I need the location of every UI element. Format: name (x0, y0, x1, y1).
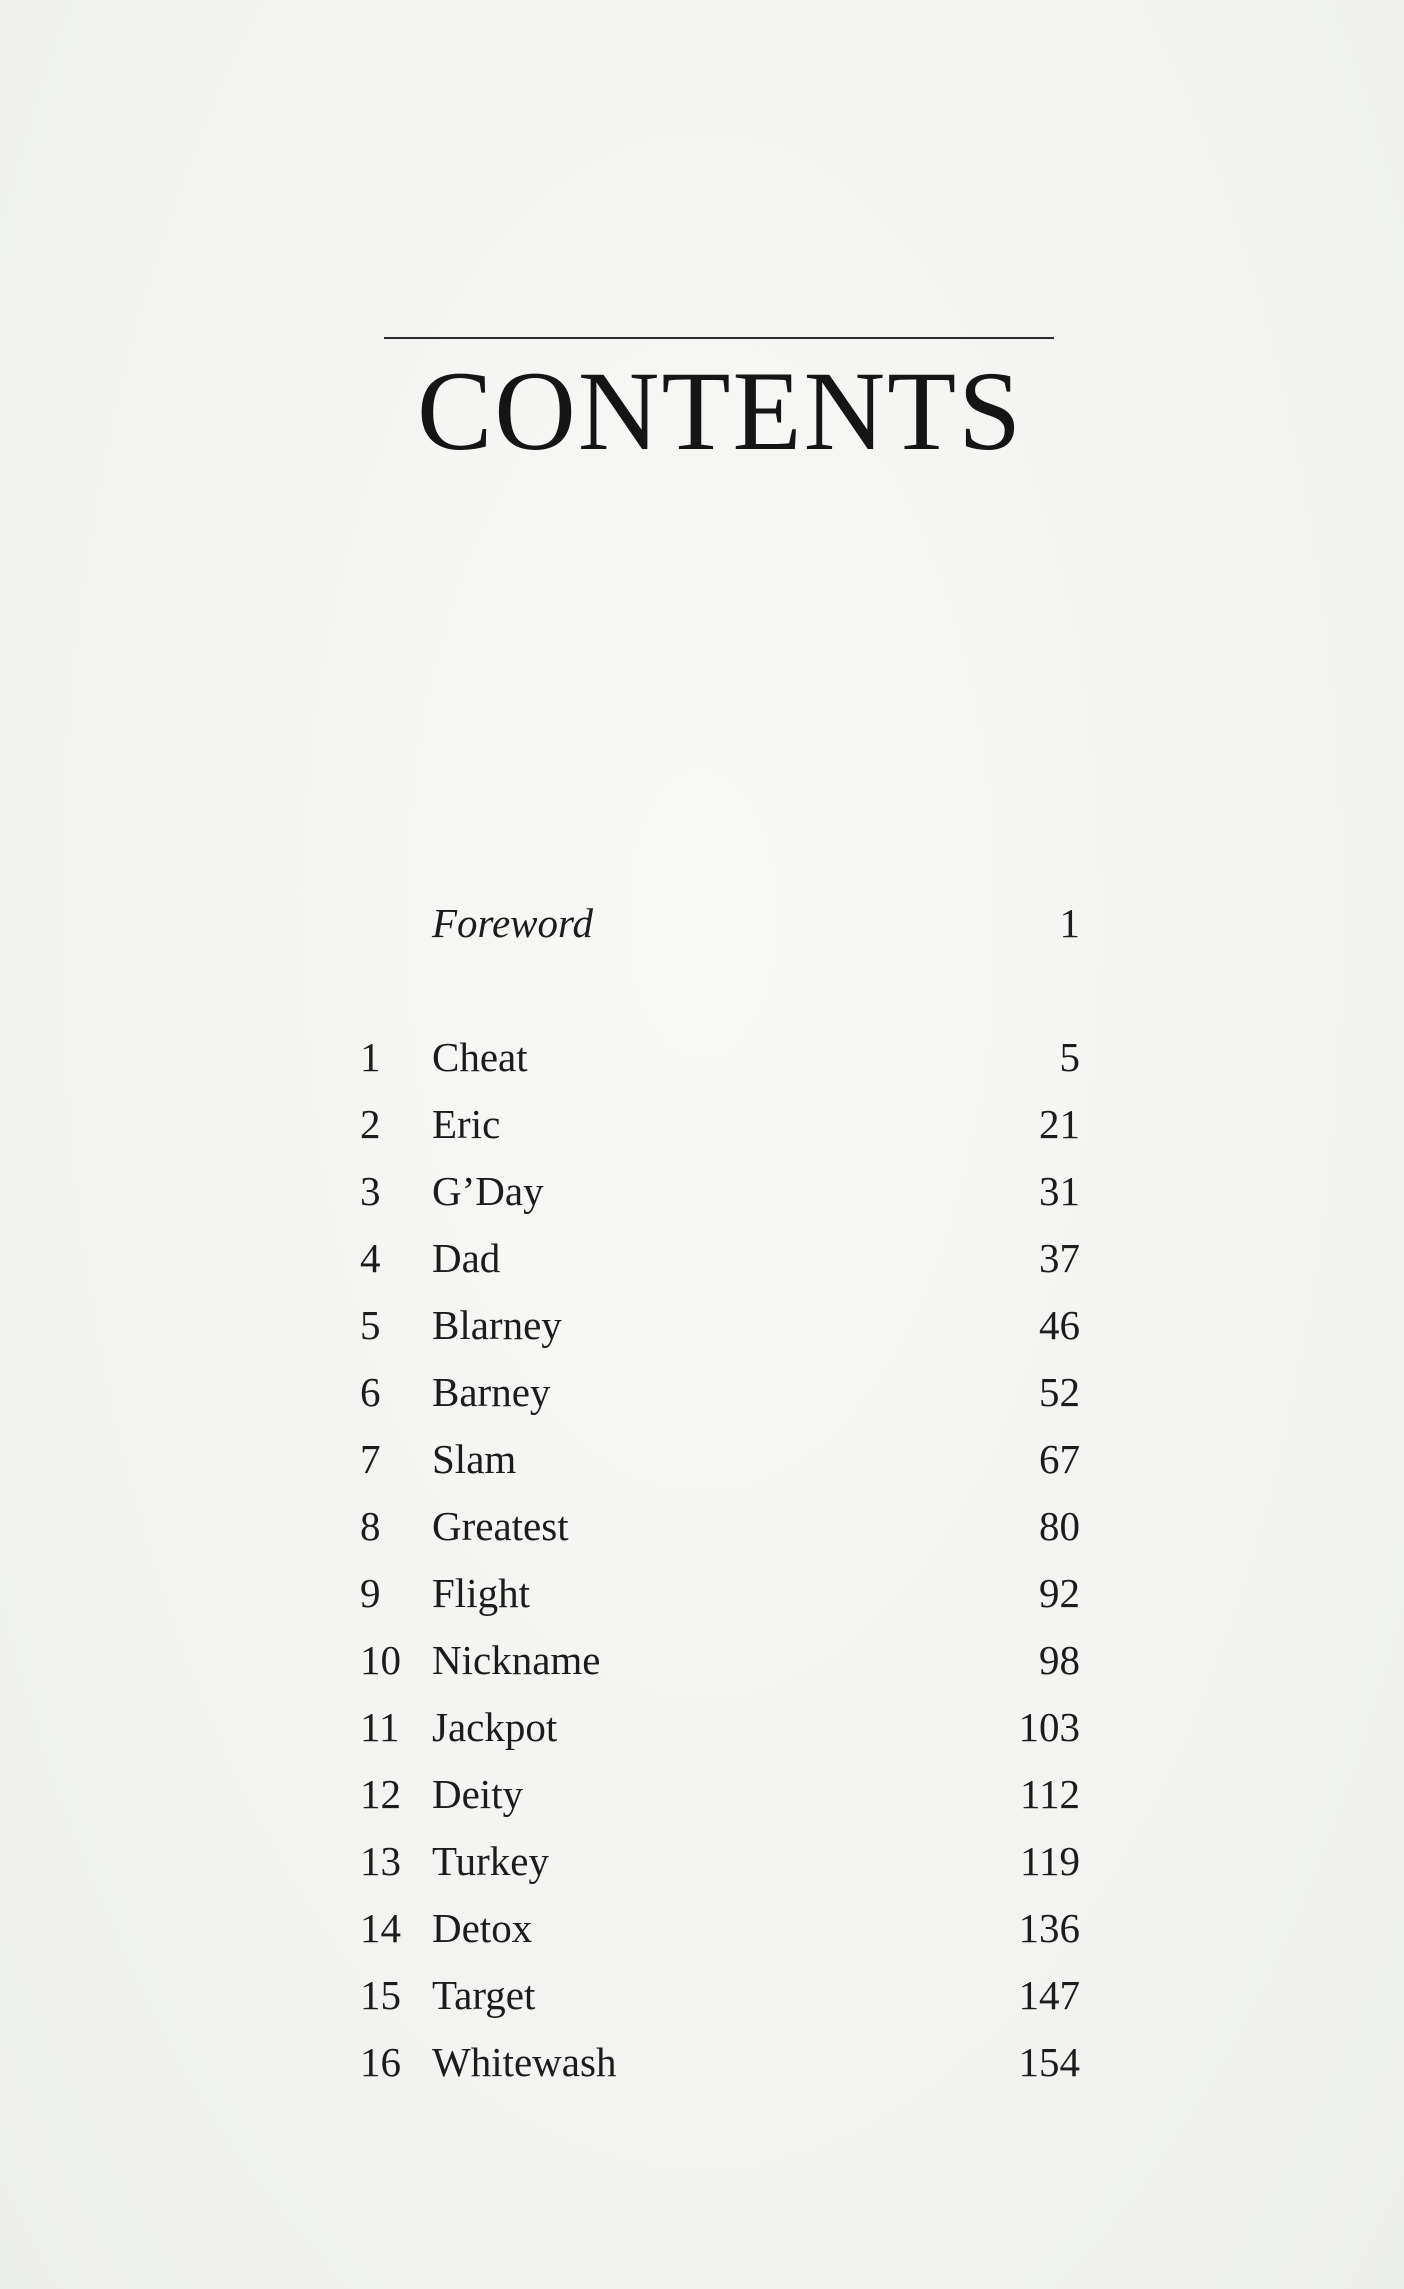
toc-entry-title: Whitewash (432, 2039, 617, 2085)
toc-entry-title: Deity (432, 1771, 524, 1817)
toc-entry-number: 3 (360, 1168, 381, 1214)
toc-entry-number: 16 (360, 2039, 401, 2085)
toc-entry-number: 12 (360, 1771, 401, 1817)
toc-entry (360, 1694, 1080, 1761)
toc-entry-number: 7 (360, 1436, 381, 1482)
toc-entry-number: 1 (360, 1034, 381, 1080)
toc-entry (360, 1627, 1080, 1694)
toc-entry-title: Eric (432, 1101, 501, 1147)
toc-entry (360, 1292, 1080, 1359)
toc-entry-title: Jackpot (432, 1704, 558, 1750)
toc-entry-page: 136 (1018, 1905, 1080, 1951)
toc-entry-title: Barney (432, 1369, 551, 1415)
toc-entry (360, 1158, 1080, 1225)
toc-entry-number: 8 (360, 1503, 381, 1549)
toc-entry (360, 1761, 1080, 1828)
toc-entry-number: 5 (360, 1302, 381, 1348)
toc-entry-page: 80 (1039, 1503, 1080, 1549)
toc-entry-number: 9 (360, 1570, 381, 1616)
toc-entry-foreword (360, 890, 1080, 957)
toc-entry-number: 2 (360, 1101, 381, 1147)
toc-entry-title: Dad (432, 1235, 501, 1281)
page-title: CONTENTS (416, 349, 1024, 474)
toc-entry-title: G’Day (432, 1168, 544, 1214)
toc-entry-title: Greatest (432, 1503, 569, 1549)
toc-entry (360, 1225, 1080, 1292)
toc-entry-number: 13 (360, 1838, 401, 1884)
toc-entry (360, 1895, 1080, 1962)
toc-entry-page: 119 (1020, 1838, 1080, 1884)
toc-entry-page: 5 (1059, 1034, 1080, 1080)
toc-entry-title: Turkey (432, 1838, 549, 1884)
toc-entry (360, 1962, 1080, 2029)
toc-entry-number: 10 (360, 1637, 401, 1683)
toc-entry-page: 1 (1059, 900, 1080, 946)
toc-entry (360, 1560, 1080, 1627)
toc-entry-page: 147 (1018, 1972, 1080, 2018)
toc-entry-page: 98 (1039, 1637, 1080, 1683)
toc-entry-page: 112 (1020, 1771, 1080, 1817)
toc-entry-title: Slam (432, 1436, 517, 1482)
toc-entry-page: 31 (1039, 1168, 1080, 1214)
toc-entry (360, 2029, 1080, 2096)
toc-entry-title: Cheat (432, 1034, 528, 1080)
toc-entry-number: 11 (360, 1704, 400, 1750)
toc-entry (360, 1091, 1080, 1158)
toc-entry-title: Blarney (432, 1302, 562, 1348)
toc-entry-title: Flight (432, 1570, 530, 1616)
toc-spacer (360, 957, 1080, 1024)
toc-entry (360, 1024, 1080, 1091)
toc-entry-page: 154 (1018, 2039, 1080, 2085)
toc-entry-number: 4 (360, 1235, 381, 1281)
toc-entry (360, 1359, 1080, 1426)
toc-entry (360, 1828, 1080, 1895)
table-of-contents (360, 890, 1080, 2096)
title-rule (384, 337, 1054, 339)
toc-entry-page: 46 (1039, 1302, 1080, 1348)
toc-entry (360, 1493, 1080, 1560)
toc-entry-page: 67 (1039, 1436, 1080, 1482)
toc-entry-title: Nickname (432, 1637, 601, 1683)
toc-entry-page: 92 (1039, 1570, 1080, 1616)
toc-entry-number: 14 (360, 1905, 401, 1951)
toc-entry-page: 52 (1039, 1369, 1080, 1415)
toc-entry-title: Detox (432, 1905, 533, 1951)
toc-entry-title: Target (432, 1972, 536, 2018)
toc-entry (360, 1426, 1080, 1493)
toc-entry-page: 103 (1018, 1704, 1080, 1750)
toc-entry-number: 15 (360, 1972, 401, 2018)
toc-entry-page: 37 (1039, 1235, 1080, 1281)
toc-entry-number: 6 (360, 1369, 381, 1415)
toc-entry-page: 21 (1039, 1101, 1080, 1147)
toc-entry-title: Foreword (432, 900, 593, 946)
